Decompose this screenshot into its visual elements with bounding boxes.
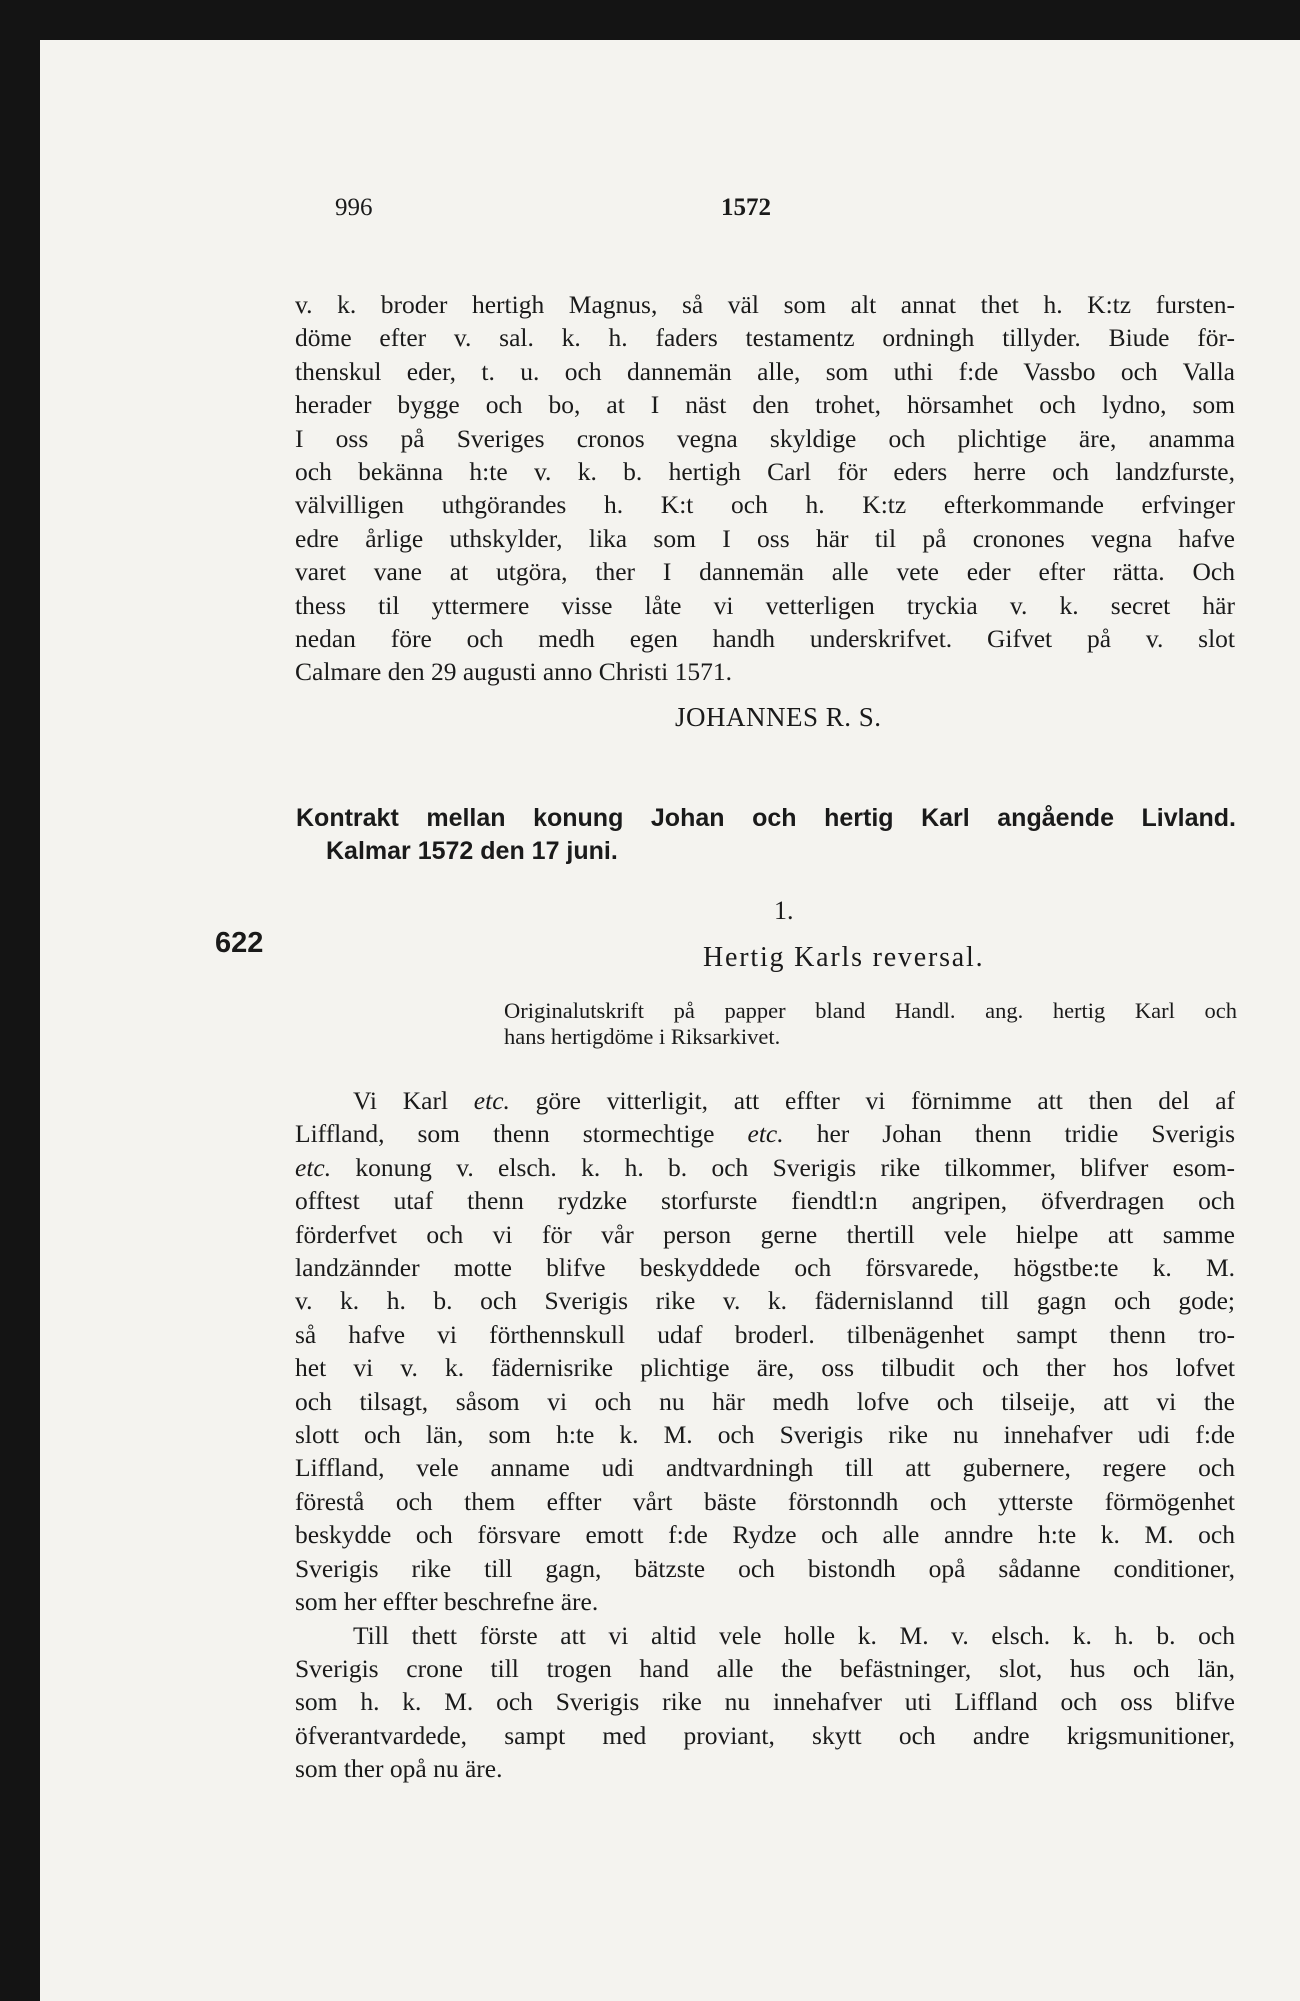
sub-document-title: Hertig Karls reversal.: [703, 942, 985, 973]
text-segment: förderfvet och vi för vår person gerne thertill vele hielpe att samme: [295, 1219, 1235, 1249]
text-line: [295, 1485, 1235, 1518]
text-line: nedan före och medh egen handh underskrifvet. Gifvet på v. slot: [295, 624, 1235, 654]
text-segment: som her effter beschrefne äre.: [295, 1587, 599, 1617]
text-segment: konung v. elsch. k. h. b. och Sverigis rike tilkommer, blifver esom-: [331, 1152, 1235, 1182]
text-line: [295, 1719, 1235, 1752]
text-line: döme efter v. sal. k. h. faders testamentz ordningh tillyder. Biude för-: [295, 323, 1235, 353]
text-segment: het vi v. k. fädernisrike plichtige äre, oss tilbudit och ther hos lofvet: [295, 1353, 1235, 1383]
signature: JOHANNES R. S.: [675, 702, 882, 732]
running-head-year: 1572: [721, 194, 771, 221]
document-body: [295, 1084, 1235, 1786]
text-line: thess til yttermere visse låte vi vetterligen tryckia v. k. secret här: [295, 590, 1235, 620]
text-segment: göre vitterligit, att effter vi förnimme att then del af: [509, 1086, 1235, 1115]
text-line: [295, 1518, 1235, 1551]
text-line: [295, 1451, 1235, 1484]
document-title: Kontrakt mellan konung Johan och hertig Karl angående Livland.: [296, 804, 1236, 832]
document-date: Kalmar 1572 den 17 juni.: [326, 837, 618, 865]
text-line: edre årlige uthskylder, lika som I oss här til på cronones vegna hafve: [295, 523, 1235, 553]
letter-continuation: [295, 288, 1235, 689]
text-line: [295, 1351, 1235, 1384]
text-line: [295, 1585, 1235, 1618]
text-line: välvilligen uthgörandes h. K:t och h. K:tz efterkommande erfvinger: [295, 490, 1235, 520]
text-line: [295, 1619, 1235, 1652]
text-segment: Sverigis crone till trogen hand alle the befästninger, slot, hus och län,: [295, 1653, 1235, 1683]
text-segment: förestå och them effter vårt bäste förstonndh och ytterste förmögenhet: [295, 1486, 1235, 1516]
text-segment: öfverantvardede, sampt med proviant, skytt och andre krigsmunitioner,: [295, 1720, 1235, 1750]
text-line: [295, 1318, 1235, 1351]
source-line: Originalutskrift på papper bland Handl. ang. hertig Karl och: [504, 998, 1237, 1023]
text-line: [295, 1284, 1235, 1317]
italic-abbreviation: etc.: [295, 1152, 332, 1182]
text-segment: som h. k. M. och Sverigis rike nu innehafver uti Liffland och oss blifve: [295, 1687, 1235, 1717]
document-number: 622: [215, 927, 264, 959]
text-line: [295, 1218, 1235, 1251]
source-line: hans hertigdöme i Riksarkivet.: [504, 1024, 781, 1049]
text-segment: Till thett förste att vi altid vele holle k. M. v. elsch. k. h. b. och: [353, 1620, 1235, 1650]
text-segment: och tilsagt, såsom vi och nu här medh lofve och tilseije, att vi the: [295, 1386, 1235, 1416]
text-line: [295, 1418, 1235, 1451]
source-note: [504, 998, 1237, 1050]
text-segment: Vi Karl: [353, 1086, 474, 1115]
text-line: [295, 1117, 1235, 1150]
text-line: [295, 1752, 1235, 1785]
text-line: [295, 1251, 1235, 1284]
text-line: [295, 1552, 1235, 1585]
text-line: och bekänna h:te v. k. b. hertigh Carl för eders herre och landzfurste,: [295, 457, 1235, 487]
text-segment: slott och län, som h:te k. M. och Sverigis rike nu innehafver udi f:de: [295, 1420, 1235, 1450]
text-segment: offtest utaf thenn rydzke storfurste fiendtl:n angripen, öfverdragen och: [295, 1186, 1235, 1216]
text-segment: Liffland, vele anname udi andtvardningh till att gubernere, regere och: [295, 1453, 1235, 1483]
text-segment: v. k. h. b. och Sverigis rike v. k. fädernislannd till gagn och gode;: [295, 1286, 1235, 1316]
text-line: [295, 1385, 1235, 1418]
text-line: [295, 1652, 1235, 1685]
text-segment: landzännder motte blifve beskyddede och försvarede, högstbe:te k. M.: [295, 1253, 1235, 1283]
italic-abbreviation: etc.: [473, 1086, 510, 1115]
book-page: [40, 40, 1300, 2001]
italic-abbreviation: etc.: [747, 1119, 784, 1149]
sub-document-number: 1.: [774, 896, 794, 925]
text-segment: som ther opå nu äre.: [295, 1754, 503, 1784]
text-line: [295, 1084, 1235, 1117]
text-line: [295, 1685, 1235, 1718]
text-segment: beskydde och försvare emott f:de Rydze och alle anndre h:te k. M. och: [295, 1520, 1235, 1550]
page-number: 996: [335, 194, 373, 221]
text-line: v. k. broder hertigh Magnus, så väl som alt annat thet h. K:tz fursten-: [295, 290, 1235, 319]
text-line: [295, 1151, 1235, 1184]
text-line: herader bygge och bo, at I näst den trohet, hörsamhet och lydno, som: [295, 390, 1235, 420]
text-line: thenskul eder, t. u. och dannemän alle, som uthi f:de Vassbo och Valla: [295, 356, 1235, 386]
text-line: varet vane at utgöra, ther I dannemän alle vete eder efter rätta. Och: [295, 557, 1235, 587]
text-segment: Liffland, som thenn stormechtige: [295, 1119, 748, 1149]
text-line: Calmare den 29 augusti anno Christi 1571.: [295, 657, 732, 687]
text-segment: så hafve vi förthennskull udaf broderl. tilbenägenhet sampt thenn tro-: [295, 1319, 1235, 1349]
text-segment: Sverigis rike till gagn, bätzste och bistondh opå sådanne conditioner,: [295, 1553, 1235, 1583]
text-line: [295, 1184, 1235, 1217]
text-segment: her Johan thenn tridie Sverigis: [783, 1119, 1235, 1149]
document-heading: [296, 802, 1236, 868]
text-line: I oss på Sveriges cronos vegna skyldige och plichtige äre, anamma: [295, 423, 1235, 453]
